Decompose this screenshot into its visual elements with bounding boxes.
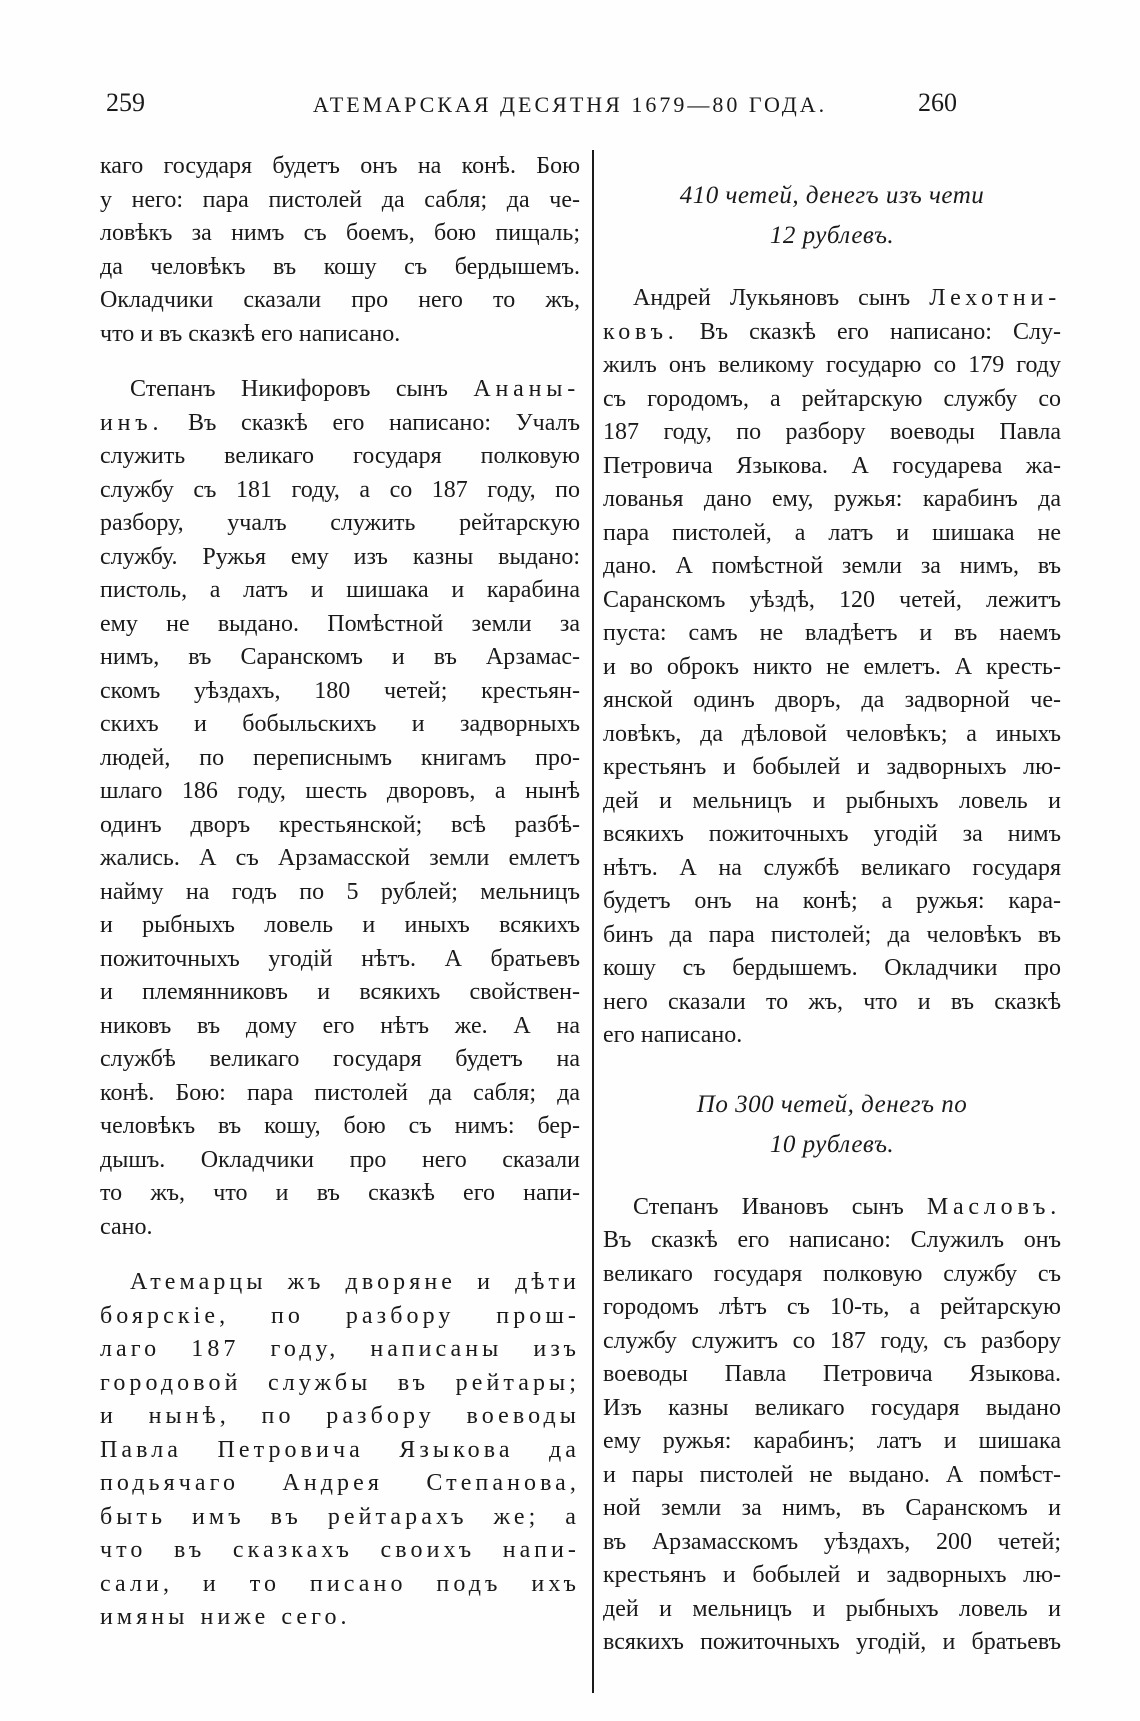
text-line: Саранскомъ уѣздѣ, 120 четей, лежитъ [603, 586, 1061, 613]
text-line: кошу съ бердышемъ. Окладчики про [603, 955, 1061, 981]
text-line: его написано. [603, 1022, 743, 1048]
text-line: городомъ лѣтъ съ 10-ть, а рейтарскую [603, 1294, 1061, 1320]
text-line: что и въ сказкѣ его написано. [100, 320, 401, 347]
text-line: имяны ниже сего. [100, 1604, 351, 1630]
text-line: что въ сказкахъ своихъ напи- [100, 1537, 580, 1563]
text-line: подьячаго Андрея Степанова, [100, 1470, 580, 1496]
text-line: и во оброкъ никто не емлетъ. А кресть- [603, 653, 1061, 680]
text-line: всякихъ пожиточныхъ угодій за нимъ [603, 821, 1061, 847]
text-line: найму на годъ по 5 рублей; мельницъ [100, 878, 580, 905]
page-number-left: 259 [106, 88, 145, 117]
letterspaced-name: Масловъ. [926, 1193, 1061, 1220]
text-line: службѣ великаго государя будетъ на [100, 1046, 580, 1072]
page-number-right: 260 [918, 88, 957, 117]
text-line: одинъ дворъ крестьянской; всѣ разбѣ- [100, 811, 580, 838]
text-line: да человѣкъ въ кошу съ бердышемъ. [100, 253, 580, 280]
text-line: дей и мельницъ и рыбныхъ ловель и [603, 1595, 1061, 1622]
text-line: крестьянъ и бобылей и задворныхъ лю- [603, 1562, 1061, 1588]
paragraph [603, 1191, 1061, 1660]
text-line: пожиточныхъ угодій нѣтъ. А братьевъ [100, 945, 580, 972]
text-line: и нынѣ, по разбору воеводы [100, 1403, 580, 1429]
text-line: пуста: самъ не владѣетъ и въ наемъ [603, 620, 1061, 646]
section-heading [603, 1085, 1061, 1165]
text-line: Степанъ Ивановъ сынъ Масловъ. [633, 1193, 1061, 1220]
text-line: крестьянъ и бобылей и задворныхъ лю- [603, 754, 1061, 780]
text-line: Андрей Лукьяновъ сынъ Лехотни- [633, 285, 1061, 311]
text-line: лаго 187 году, написаны изъ [100, 1336, 580, 1362]
text-line: нѣтъ. А на службѣ великаго государя [603, 854, 1061, 881]
running-head-title: АТЕМАРСКАЯ ДЕСЯТНЯ 1679—80 ГОДА. [312, 92, 828, 117]
text-line: человѣкъ въ кошу, бою съ нимъ: бер- [100, 1113, 580, 1139]
letterspaced-name: ковъ. [603, 318, 679, 345]
text-line: скихъ и бобыльскихъ и задворныхъ [100, 711, 580, 737]
text-line: Изъ казны великаго государя выдано [603, 1394, 1061, 1421]
text-line: и племянниковъ и всякихъ свойствен- [100, 979, 580, 1005]
text-line: Въ сказкѣ его написано: Служилъ онъ [603, 1227, 1061, 1253]
text-column-right [603, 150, 1061, 1660]
text-line: людей, по переписнымъ книгамъ про- [100, 744, 580, 771]
heading-line: 10 рублевъ. [769, 1130, 895, 1158]
text-line: шлаго 186 году, шесть дворовъ, а нынѣ [100, 778, 580, 804]
text-line: то жъ, что и въ сказкѣ его напи- [100, 1180, 580, 1206]
column-divider-rule [592, 150, 594, 1693]
text-line: ковъ. Въ сказкѣ его написано: Слу- [603, 318, 1061, 345]
text-line: Окладчики сказали про него то жъ, [100, 287, 580, 313]
letterspaced-name: инъ. [100, 409, 164, 436]
text-line: бинъ да пара пистолей; да человѣкъ въ [603, 921, 1061, 948]
text-line: нимъ, въ Саранскомъ и въ Арзамас- [100, 644, 580, 670]
heading-line: По 300 четей, денегъ по [696, 1090, 968, 1118]
text-line: жилъ онъ великому государю со 179 году [603, 352, 1061, 378]
text-line: Степанъ Никифоровъ сынъ Ананы- [130, 376, 580, 402]
paragraph [100, 373, 580, 1244]
text-line: будетъ онъ на конѣ; а ружья: кара- [603, 888, 1061, 914]
text-line: разбору, учалъ служить рейтарскую [100, 510, 580, 536]
text-line: ловѣкъ, да дѣловой человѣкъ; а иныхъ [603, 720, 1061, 747]
text-line: воеводы Павла Петровича Языкова. [603, 1361, 1061, 1387]
text-line: пистоль, а латъ и шишака и карабина [100, 577, 580, 603]
text-line: ной земли за нимъ, въ Саранскомъ и [603, 1495, 1061, 1521]
text-line: дано. А помѣстной земли за нимъ, въ [603, 553, 1061, 579]
text-line: каго государя будетъ онъ на конѣ. Бою [100, 153, 580, 179]
text-line: инъ. Въ сказкѣ его написано: Учалъ [100, 409, 580, 436]
text-line: дей и мельницъ и рыбныхъ ловель и [603, 787, 1061, 814]
text-line: конѣ. Бою: пара пистолей да сабля; да [100, 1079, 580, 1106]
text-line: всякихъ пожиточныхъ угодій, и братьевъ [603, 1629, 1061, 1655]
text-line: службу служитъ со 187 году, съ разбору [603, 1327, 1061, 1354]
text-line: городовой службы въ рейтары; [100, 1369, 580, 1396]
text-line: сано. [100, 1213, 153, 1240]
letterspaced-name: Лехотни- [929, 285, 1061, 311]
text-line: службу. Ружья ему изъ казны выдано: [100, 543, 580, 570]
text-line: лованья дано ему, ружья: карабинъ да [603, 486, 1061, 512]
text-line: быть имъ въ рейтарахъ же; а [100, 1503, 580, 1530]
text-line: и рыбныхъ ловель и иныхъ всякихъ [100, 912, 580, 938]
text-line: Петровича Языкова. А государева жа- [603, 452, 1061, 479]
text-line: Атемарцы жъ дворяне и дѣти [130, 1269, 580, 1295]
text-line: въ Арзамасскомъ уѣздахъ, 200 четей; [603, 1528, 1061, 1555]
heading-line: 410 четей, денегъ изъ чети [679, 182, 985, 209]
text-line: жались. А съ Арзамасской земли емлетъ [100, 845, 580, 871]
paragraph [100, 1266, 580, 1635]
text-line: никовъ въ дому его нѣтъ же. А на [100, 1012, 580, 1039]
text-line: него сказали то жъ, что и въ сказкѣ [603, 988, 1061, 1015]
text-line: и пары пистолей не выдано. А помѣст- [603, 1461, 1061, 1488]
text-line: ловѣкъ за нимъ съ боемъ, бою пищаль; [100, 220, 580, 246]
text-line: пара пистолей, а латъ и шишака не [603, 519, 1061, 546]
section-heading [603, 176, 1061, 256]
text-line: службу съ 181 году, а со 187 году, по [100, 476, 580, 503]
text-line: боярскіе, по разбору прош- [100, 1302, 580, 1329]
text-line: 187 году, по разбору воеводы Павла [603, 419, 1061, 445]
text-line: Павла Петровича Языкова да [100, 1436, 580, 1463]
text-line: служить великаго государя полковую [100, 443, 580, 469]
text-column-left [100, 150, 580, 1635]
letterspaced-name: Ананы- [473, 376, 580, 402]
heading-line: 12 рублевъ. [769, 222, 895, 249]
text-line: ему не выдано. Помѣстной земли за [100, 610, 580, 637]
text-line: великаго государя полковую службу съ [603, 1260, 1061, 1287]
text-line: ему ружья: карабинъ; латъ и шишака [603, 1428, 1061, 1454]
text-line: янской одинъ дворъ, да задворной че- [603, 687, 1061, 713]
text-line: дышъ. Окладчики про него сказали [100, 1146, 580, 1173]
text-line: съ городомъ, а рейтарскую службу со [603, 385, 1061, 412]
paragraph [100, 150, 580, 351]
text-line: у него: пара пистолей да сабля; да че- [100, 186, 580, 213]
text-line: сали, и то писано подъ ихъ [100, 1570, 580, 1597]
paragraph [603, 282, 1061, 1053]
text-line: скомъ уѣздахъ, 180 четей; крестьян- [100, 677, 580, 704]
